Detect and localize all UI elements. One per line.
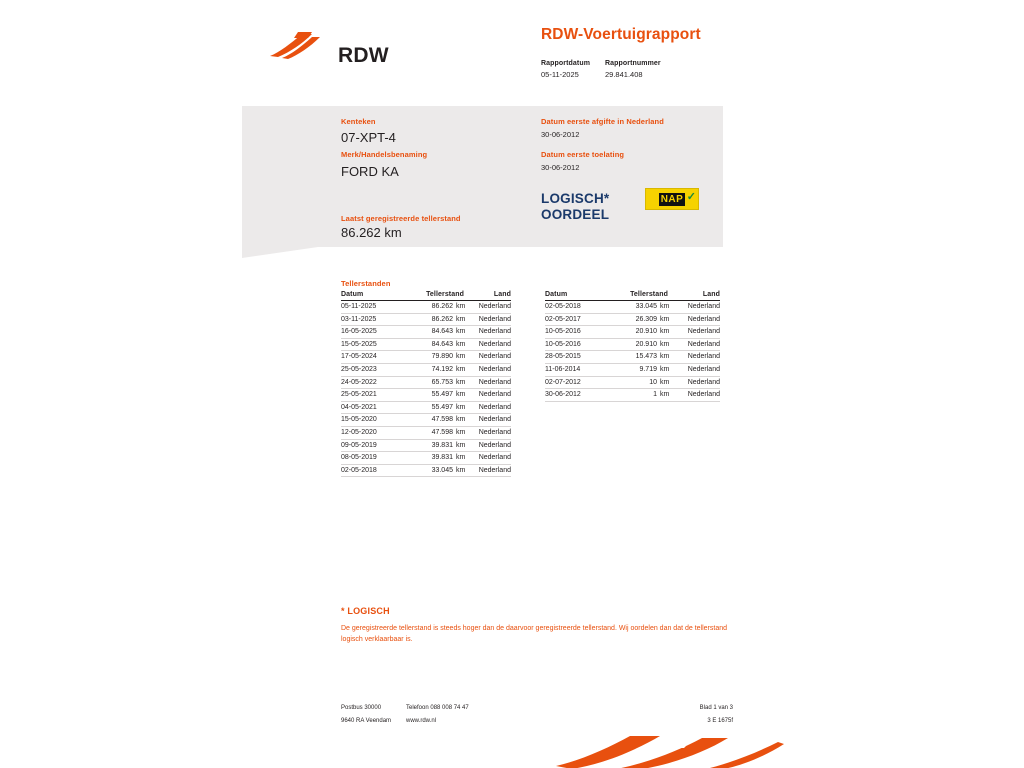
nap-badge-label: NAP: [660, 193, 684, 205]
cell-tellerstand: 84.643: [403, 338, 453, 351]
table-row: [341, 464, 511, 477]
note-title: * LOGISCH: [341, 606, 390, 616]
cell-unit: km: [453, 376, 478, 389]
cell-datum: 10-05-2016: [545, 338, 607, 351]
cell-land: Nederland: [478, 376, 511, 389]
cell-datum: 11-06-2014: [545, 363, 607, 376]
cell-tellerstand: 9.719: [607, 363, 657, 376]
rdw-logo: [268, 22, 428, 70]
cell-land: Nederland: [478, 363, 511, 376]
cell-datum: 12-05-2020: [341, 426, 403, 439]
cell-datum: 15-05-2025: [341, 338, 403, 351]
cell-unit: km: [657, 389, 682, 402]
note-body: De geregistreerde tellerstand is steeds hoger dan de daarvoor geregistreerde tellerstand. Wij oordelen dan dat de tellerstand logisch verklaarbaar is.: [341, 625, 728, 643]
cell-tellerstand: 74.192: [403, 363, 453, 376]
col-datum: Datum: [341, 291, 403, 301]
cell-tellerstand: 47.598: [403, 426, 453, 439]
cell-land: Nederland: [682, 301, 720, 314]
cell-land: Nederland: [478, 313, 511, 326]
cell-tellerstand: 26.309: [607, 313, 657, 326]
rdw-bottom-graphic-icon: [552, 736, 784, 768]
nap-badge: [645, 188, 699, 210]
cell-datum: 02-07-2012: [545, 376, 607, 389]
merk-value: FORD KA: [341, 164, 399, 179]
kenteken-label: Kenteken: [341, 117, 376, 126]
vehicle-summary-panel: [242, 106, 723, 247]
rdw-swoosh-logo-icon: [268, 30, 328, 62]
cell-land: Nederland: [478, 301, 511, 314]
cell-tellerstand: 20.910: [607, 338, 657, 351]
cell-datum: 05-11-2025: [341, 301, 403, 314]
cell-datum: 25-05-2021: [341, 389, 403, 402]
cell-unit: km: [657, 326, 682, 339]
cell-land: Nederland: [682, 376, 720, 389]
cell-land: Nederland: [682, 313, 720, 326]
cell-unit: km: [657, 376, 682, 389]
cell-tellerstand: 55.497: [403, 401, 453, 414]
cell-land: Nederland: [682, 351, 720, 364]
table-header-row: [341, 291, 511, 301]
cell-unit: km: [453, 389, 478, 402]
cell-tellerstand: 33.045: [403, 464, 453, 477]
cell-tellerstand: 33.045: [607, 301, 657, 314]
cell-land: Nederland: [682, 363, 720, 376]
cell-datum: 25-05-2023: [341, 363, 403, 376]
cell-unit: km: [453, 363, 478, 376]
panel-notch: [242, 247, 318, 258]
cell-tellerstand: 65.753: [403, 376, 453, 389]
logo-text: RDW: [338, 44, 389, 67]
cell-datum: 09-05-2019: [341, 439, 403, 452]
cell-land: Nederland: [478, 338, 511, 351]
cell-unit: km: [453, 464, 478, 477]
cell-datum: 04-05-2021: [341, 401, 403, 414]
cell-land: Nederland: [478, 452, 511, 465]
cell-datum: 10-05-2016: [545, 326, 607, 339]
cell-tellerstand: 20.910: [607, 326, 657, 339]
footer-pageinfo: [700, 702, 733, 727]
tellerstand-label: Laatst geregistreerde tellerstand: [341, 214, 461, 223]
cell-unit: km: [453, 301, 478, 314]
cell-unit: km: [453, 414, 478, 427]
cell-datum: 08-05-2019: [341, 452, 403, 465]
cell-datum: 30-06-2012: [545, 389, 607, 402]
table-row: [545, 363, 720, 376]
odometer-section-title: Tellerstanden: [341, 279, 391, 288]
cell-land: Nederland: [682, 338, 720, 351]
cell-unit: km: [453, 351, 478, 364]
cell-unit: km: [453, 326, 478, 339]
cell-datum: 24-05-2022: [341, 376, 403, 389]
table-row: [545, 389, 720, 402]
cell-unit: km: [453, 426, 478, 439]
col-land: Land: [478, 291, 511, 301]
cell-tellerstand: 79.890: [403, 351, 453, 364]
col-datum: Datum: [545, 291, 607, 301]
kenteken-value: 07-XPT-4: [341, 130, 396, 145]
cell-unit: km: [453, 401, 478, 414]
cell-tellerstand: 1: [607, 389, 657, 402]
odometer-table-left: [341, 291, 511, 477]
eerste-afgifte-label: Datum eerste afgifte in Nederland: [541, 117, 664, 126]
cell-unit: km: [453, 313, 478, 326]
table-row: [545, 313, 720, 326]
table-row: [545, 376, 720, 389]
merk-label: Merk/Handelsbenaming: [341, 150, 428, 159]
meta-label: Rapportnummer: [605, 60, 661, 67]
table-row: [545, 301, 720, 314]
cell-unit: km: [657, 351, 682, 364]
cell-land: Nederland: [478, 464, 511, 477]
cell-tellerstand: 10: [607, 376, 657, 389]
cell-tellerstand: 47.598: [403, 414, 453, 427]
verdict-line-1: LOGISCH*: [541, 191, 610, 206]
cell-datum: 28-05-2015: [545, 351, 607, 364]
col-land: Land: [682, 291, 720, 301]
cell-tellerstand: 39.831: [403, 439, 453, 452]
cell-tellerstand: 39.831: [403, 452, 453, 465]
meta-rapportdatum: [541, 58, 605, 81]
verdict-line-2: OORDEEL: [541, 207, 610, 222]
table-row: [341, 401, 511, 414]
cell-datum: 15-05-2020: [341, 414, 403, 427]
meta-label: Rapportdatum: [541, 60, 591, 67]
cell-datum: 16-05-2025: [341, 326, 403, 339]
table-row: [545, 351, 720, 364]
cell-land: Nederland: [478, 401, 511, 414]
cell-unit: km: [657, 338, 682, 351]
meta-rapportnummer: [605, 58, 661, 81]
footer-form-code: 3 E 1675f: [707, 717, 733, 724]
table-row: [341, 389, 511, 402]
nap-check-icon: ✓: [686, 191, 696, 203]
cell-unit: km: [657, 313, 682, 326]
table-row: [341, 363, 511, 376]
cell-tellerstand: 55.497: [403, 389, 453, 402]
cell-land: Nederland: [478, 389, 511, 402]
footer-address-line-2: 9640 RA Veendam: [341, 717, 392, 724]
eerste-toelating-label: Datum eerste toelating: [541, 150, 625, 159]
cell-tellerstand: 84.643: [403, 326, 453, 339]
footer-phone: Telefoon 088 008 74 47: [406, 705, 469, 711]
odometer-table-right: [545, 291, 720, 402]
footer-contact: [406, 702, 469, 727]
cell-datum: 17-05-2024: [341, 351, 403, 364]
table-row: [545, 326, 720, 339]
cell-datum: 02-05-2018: [341, 464, 403, 477]
cell-unit: km: [657, 301, 682, 314]
table-row: [341, 313, 511, 326]
table-row: [341, 376, 511, 389]
cell-unit: km: [453, 439, 478, 452]
report-meta: [541, 58, 791, 81]
cell-land: Nederland: [682, 326, 720, 339]
cell-land: Nederland: [478, 414, 511, 427]
table-row: [341, 439, 511, 452]
cell-datum: 02-05-2018: [545, 301, 607, 314]
eerste-toelating-value: 30-06-2012: [541, 163, 580, 172]
table-row: [341, 301, 511, 314]
verdict-text: [541, 191, 609, 223]
cell-unit: km: [453, 452, 478, 465]
table-row: [341, 338, 511, 351]
cell-land: Nederland: [478, 351, 511, 364]
table-row: [341, 414, 511, 427]
col-tellerstand: Tellerstand: [607, 291, 682, 301]
meta-value: 29.841.408: [605, 70, 643, 79]
table-row: [341, 452, 511, 465]
cell-land: Nederland: [478, 439, 511, 452]
cell-unit: km: [453, 338, 478, 351]
meta-value: 05-11-2025: [541, 70, 579, 79]
table-header-row: [545, 291, 720, 301]
footer-page-number: Blad 1 van 3: [699, 705, 733, 711]
table-row: [545, 338, 720, 351]
table-row: [341, 326, 511, 339]
cell-tellerstand: 15.473: [607, 351, 657, 364]
table-row: [341, 351, 511, 364]
cell-land: Nederland: [478, 326, 511, 339]
cell-datum: 02-05-2017: [545, 313, 607, 326]
page-title: RDW-Voertuigrapport: [541, 26, 701, 43]
table-row: [341, 426, 511, 439]
eerste-afgifte-value: 30-06-2012: [541, 130, 580, 139]
cell-tellerstand: 86.262: [403, 301, 453, 314]
cell-land: Nederland: [682, 389, 720, 402]
footer-address: [341, 702, 391, 727]
cell-land: Nederland: [478, 426, 511, 439]
cell-datum: 03-11-2025: [341, 313, 403, 326]
cell-tellerstand: 86.262: [403, 313, 453, 326]
col-tellerstand: Tellerstand: [403, 291, 478, 301]
cell-unit: km: [657, 363, 682, 376]
tellerstand-value: 86.262 km: [341, 225, 402, 240]
footer-address-line-1: Postbus 30000: [341, 705, 382, 711]
footer-website[interactable]: www.rdw.nl: [406, 717, 437, 724]
